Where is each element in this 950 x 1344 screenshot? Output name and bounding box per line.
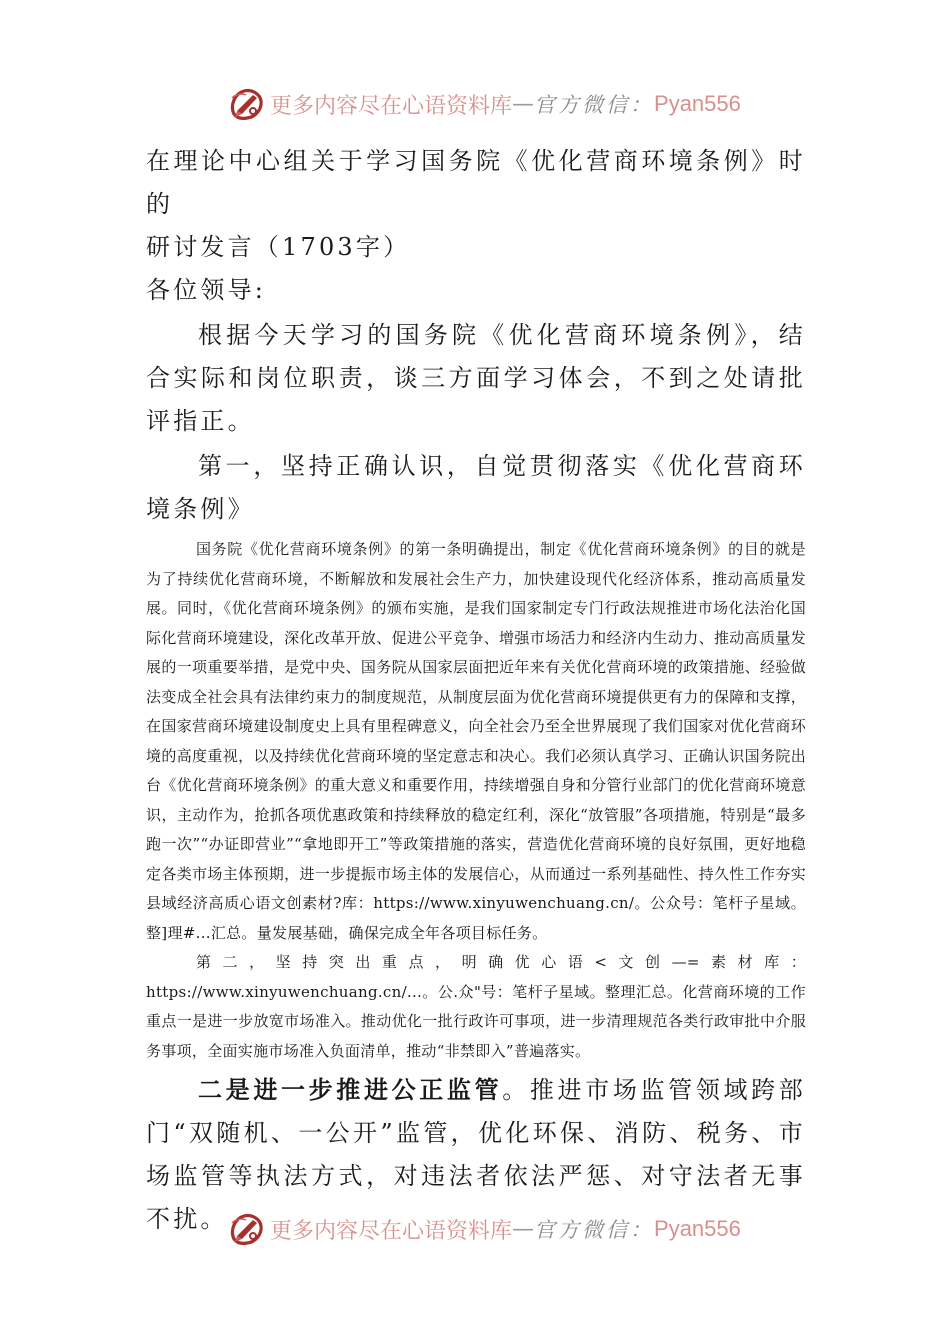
banner-main-text: 更多内容尽在心语资料库 (270, 93, 513, 119)
banner-separator: — (512, 1216, 535, 1242)
paragraph-3-bold-lead: 二是进一步推进公正监管 (198, 1075, 503, 1104)
intro-paragraph: 根据今天学习的国务院《优化营商环境条例》，结合实际和岗位职责，谈三方面学习体会，不到之处请批评指正。 (146, 321, 806, 435)
banner-wechat-label: 官方微信： (534, 93, 655, 117)
banner-wechat-label: 官方微信： (534, 1218, 655, 1242)
body-paragraph-2: 第二，坚持突出重点，明确优心语<文创—=素材库：https://www.xinyuwenchuang.cn/...。公.众"号：笔杆子星域。整理汇总。化营商环境的工作重点一是进一步放宽市场准入。推动优化一批行政许可事项，进一步清理规范各类行政审批中介服务事项，全面实施市场准入负面清单，推动“非禁即入”普遍落实。 (146, 953, 806, 1060)
quill-logo-icon (226, 1209, 266, 1249)
body-paragraph-1: 国务院《优化营商环境条例》的第一条明确提出，制定《优化营商环境条例》的目的就是为了持续优化营商环境，不断解放和发展社会生产力，加快建设现代化经济体系，推动高质量发展。同时，《优化营商环境条例》的颁布实施，是我们国家制定专门行政法规推进市场化法治化国际化营商环境建设，深化改革开放、促进公平竞争、增强市场活力和经济内生动力、推动高质量发展的一项重要举措，是党中央、国务院从国家层面把近年来有关优化营商环境的政策措施、经验做法变成全社会具有法律约束力的制度规范，从制度层面为优化营商环境提供更有力的保障和支撑，在国家营商环境建设制度史上具有里程碑意义，向全社会乃至全世界展现了我们国家对优化营商环境的高度重视，以及持续优化营商环境的坚定意志和决心。我们必须认真学习、正确认识国务院出台《优化营商环境条例》的重大意义和重要作用，持续增强自身和分管行业部门的优化营商环境意识，主动作为，抢抓各项优惠政策和持续释放的稳定红利，深化“放管服”各项措施，特别是“最多跑一次”“办证即营业”“拿地即开工”等政策措施的落实，营造优化营商环境的良好氛围，更好地稳定各类市场主体预期，进一步提振市场主体的发展信心，从而通过一系列基础性、持久性工作夯实县域经济高质心语文创素材?库：https://www.xinyuwenchuang.cn/。公众号：笔杆子星域。整]理#...汇总。量发展基础，确保完成全年各项目标任务。 (146, 540, 806, 942)
banner-separator: — (512, 91, 535, 117)
title-line-1: 在理论中心组关于学习国务院《优化营商环境条例》时的 (146, 147, 806, 218)
section-heading-1: 第一，坚持正确认识，自觉贯彻落实《优化营商环境条例》 (146, 452, 806, 523)
salutation: 各位领导: (146, 276, 267, 304)
banner-main-text: 更多内容尽在心语资料库 (270, 1218, 513, 1244)
banner-wechat-id: Pyan556 (654, 91, 741, 116)
footer-watermark-banner (226, 1207, 741, 1251)
title-line-2: 研讨发言（1703字） (146, 233, 411, 261)
paragraph-3-text: 。推进市场监管领域跨部门“双随机、一公开”监管，优化环保、消防、税务、市场监管等执法方式，对违法者依法严惩、对守法者无事不扰。 (146, 1076, 807, 1233)
document-title (146, 140, 806, 269)
quill-logo-icon (226, 84, 266, 124)
header-watermark-banner (226, 82, 741, 126)
banner-wechat-id: Pyan556 (654, 1216, 741, 1241)
document-body (146, 140, 806, 1241)
